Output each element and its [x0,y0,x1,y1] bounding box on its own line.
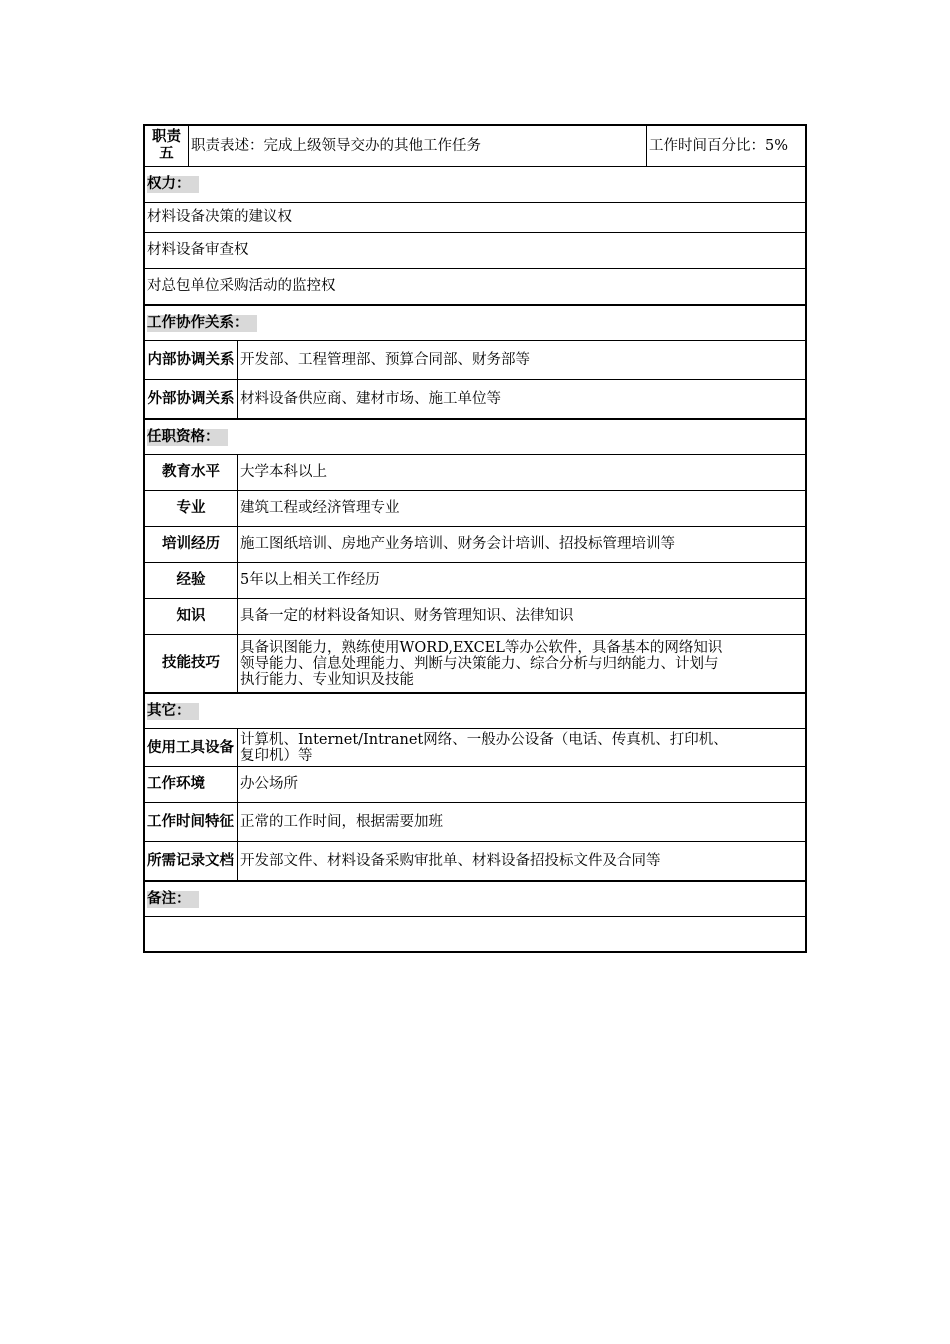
cooperation-heading-row [145,304,805,340]
other-heading: 其它： [145,694,805,728]
records-value: 开发部文件、材料设备采购审批单、材料设备招投标文件及合同等 [240,852,661,869]
qualification-label: 经验 [145,563,238,598]
tools-label: 使用工具设备 [145,729,238,766]
external-coordination-label: 外部协调关系 [145,380,238,418]
authority-heading-row [145,166,805,202]
skills-line: 具备识图能力，熟练使用WORD,EXCEL等办公软件，具备基本的网络知识 [240,639,723,656]
work-time-row [145,802,805,841]
internal-coordination-value: 开发部、工程管理部、预算合同部、财务部等 [240,351,530,368]
remarks-heading: 备注： [145,882,805,916]
qualification-label: 知识 [145,599,238,634]
authority-item-text: 材料设备审查权 [147,242,249,258]
internal-coordination-label: 内部协调关系 [145,341,238,379]
authority-item-text: 材料设备决策的建议权 [147,209,292,225]
records-row [145,841,805,880]
duty-description: 职责表述：完成上级领导交办的其他工作任务 [189,126,647,166]
other-heading-row [145,692,805,728]
external-coordination-value: 材料设备供应商、建材市场、施工单位等 [240,390,501,407]
qualification-heading-row [145,418,805,454]
qualification-value: 建筑工程或经济管理专业 [240,500,400,516]
tools-value [238,729,805,766]
qualification-row [145,562,805,598]
qualification-heading: 任职资格： [145,420,805,454]
authority-item [145,202,805,232]
tools-row [145,728,805,766]
remarks-content-row [145,916,805,951]
skills-line: 执行能力、专业知识及技能 [240,671,414,688]
duty-time-percent: 工作时间百分比：5% [649,137,789,154]
qualification-row [145,598,805,634]
remarks-heading-row [145,880,805,916]
external-coordination-row [145,379,805,418]
work-time-value: 正常的工作时间，根据需要加班 [240,813,443,830]
qualification-value: 大学本科以上 [240,464,327,480]
records-label: 所需记录文档 [145,842,238,880]
skills-row [145,634,805,692]
tools-line: 复印机）等 [240,747,313,764]
authority-item-text: 对总包单位采购活动的监控权 [147,278,336,294]
internal-coordination-row [145,340,805,379]
environment-row [145,766,805,802]
qualification-row [145,454,805,490]
duty-row [145,126,805,166]
remarks-content [145,917,805,951]
qualification-label: 培训经历 [145,527,238,562]
authority-heading: 权力： [145,167,805,202]
skills-value [238,635,805,692]
environment-value: 办公场所 [240,776,298,792]
qualification-label: 专业 [145,491,238,526]
authority-item [145,268,805,304]
cooperation-heading: 工作协作关系： [145,306,805,340]
environment-label: 工作环境 [145,767,238,802]
work-time-label: 工作时间特征 [145,803,238,841]
skills-line: 领导能力、信息处理能力、判断与决策能力、综合分析与归纳能力、计划与 [240,655,719,672]
authority-item [145,232,805,268]
qualification-value: 具备一定的材料设备知识、财务管理知识、法律知识 [240,608,574,624]
duty-label: 职责五 [145,126,189,166]
tools-line: 计算机、Internet/Intranet网络、一般办公设备（电话、传真机、打印机、 [240,731,728,748]
qualification-value: 施工图纸培训、房地产业务培训、财务会计培训、招投标管理培训等 [240,536,675,552]
qualification-row [145,526,805,562]
skills-label: 技能技巧 [145,635,238,692]
qualification-value: 5年以上相关工作经历 [240,572,380,588]
qualification-label: 教育水平 [145,455,238,490]
job-description-table [143,124,807,953]
qualification-row [145,490,805,526]
